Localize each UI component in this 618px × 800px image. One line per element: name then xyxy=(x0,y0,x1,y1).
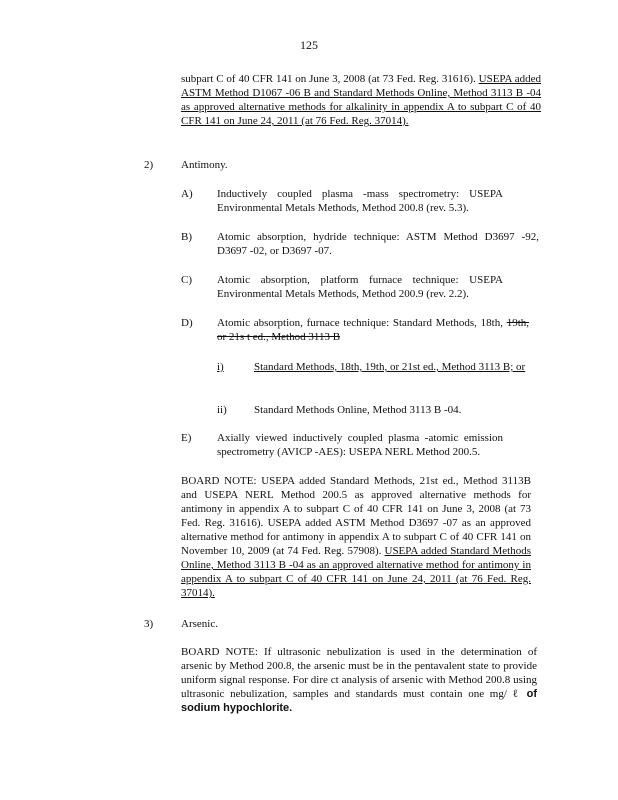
section-3-title: Arsenic. xyxy=(181,618,218,630)
sub-item-i-numeral: i) xyxy=(217,361,224,373)
intro-amendment-text: USEPA added ASTM Method D1067 -06 B and Standard Methods Online, Method 3113 B -04 as approved alternative methods for alkalinity in appendix A to subpart C of 40 CFR 141 on June 24, 2011 (at 76 Fed. Reg. 37014). xyxy=(181,73,542,127)
item-b-text: Atomic absorption, hydride technique: ASTM Method D3697 -92, D3697 -02, or D3697 -07. xyxy=(217,231,539,257)
item-d-text-block xyxy=(217,316,529,344)
item-e-letter: E) xyxy=(181,432,192,444)
antimony-board-note-amendment: USEPA added Standard Methods Online, Method 3113 B -04 as an approved alternative method for antimony in appendix A to subpart C of 40 CFR 141 on June 24, 2011 (at 76 Fed. Reg. 37014). xyxy=(181,545,531,599)
item-a-letter: A) xyxy=(181,188,193,200)
item-d-text: Atomic absorption, furnace technique: Standard Methods, 18th, xyxy=(217,317,503,329)
page-number: 125 xyxy=(300,38,318,52)
item-d-struck-text: 19th, or 21s t ed., Method 3113 B xyxy=(217,317,530,343)
arsenic-board-note-bold: of sodium hypochlorite. xyxy=(181,688,538,714)
sub-item-ii-numeral: ii) xyxy=(217,404,227,416)
intro-paragraph xyxy=(181,72,541,128)
intro-plain-text: subpart C of 40 CFR 141 on June 3, 2008 (at 73 Fed. Reg. 31616). xyxy=(181,73,476,85)
item-d-letter: D) xyxy=(181,317,193,329)
item-b-letter: B) xyxy=(181,231,192,243)
antimony-board-note-text: BOARD NOTE: USEPA added Standard Methods, 21st ed., Method 3113B and USEPA NERL Method 200.5 as approved alternative methods for antimony in appendix A to subpart C of 40 CFR 141 on June 3, 2008 (at 73 Fed. Reg. 31616). USEPA added ASTM Method D3697 -07 as an approved alternative method for antimony in appendix A to subpart C of 40 CFR 141 on November 10, 2009 (at 74 Fed. Reg. 57908). xyxy=(181,475,531,557)
item-a-text: Inductively coupled plasma -mass spectrometry: USEPA Environmental Metals Methods, Method 200.8 (rev. 5.3). xyxy=(217,188,503,214)
section-3-number: 3) xyxy=(144,618,154,630)
item-e-text: Axially viewed inductively coupled plasma -atomic emission spectrometry (AVICP -AES): USEPA NERL Method 200.5. xyxy=(217,432,503,458)
sub-item-ii-text: Standard Methods Online, Method 3113 B -04. xyxy=(254,404,462,416)
sub-item-i-text: Standard Methods, 18th, 19th, or 21st ed., Method 3113 B; or xyxy=(254,361,526,373)
item-c-letter: C) xyxy=(181,274,192,286)
antimony-board-note xyxy=(181,474,531,600)
item-c-text: Atomic absorption, platform furnace technique: USEPA Environmental Metals Methods, Method 200.9 (rev. 2.2). xyxy=(217,274,503,300)
section-2-title: Antimony. xyxy=(181,159,228,171)
arsenic-board-note xyxy=(181,645,537,715)
arsenic-board-note-text: BOARD NOTE: If ultrasonic nebulization is used in the determination of arsenic by Method 200.8, the arsenic must be in the pentavalent state to provide uniform signal response. For dire ct analysis of arsenic with Method 200.8 using ultrasonic nebulization, samples and standards must contain one mg/ ℓ xyxy=(181,646,537,700)
section-2-number: 2) xyxy=(144,159,154,171)
